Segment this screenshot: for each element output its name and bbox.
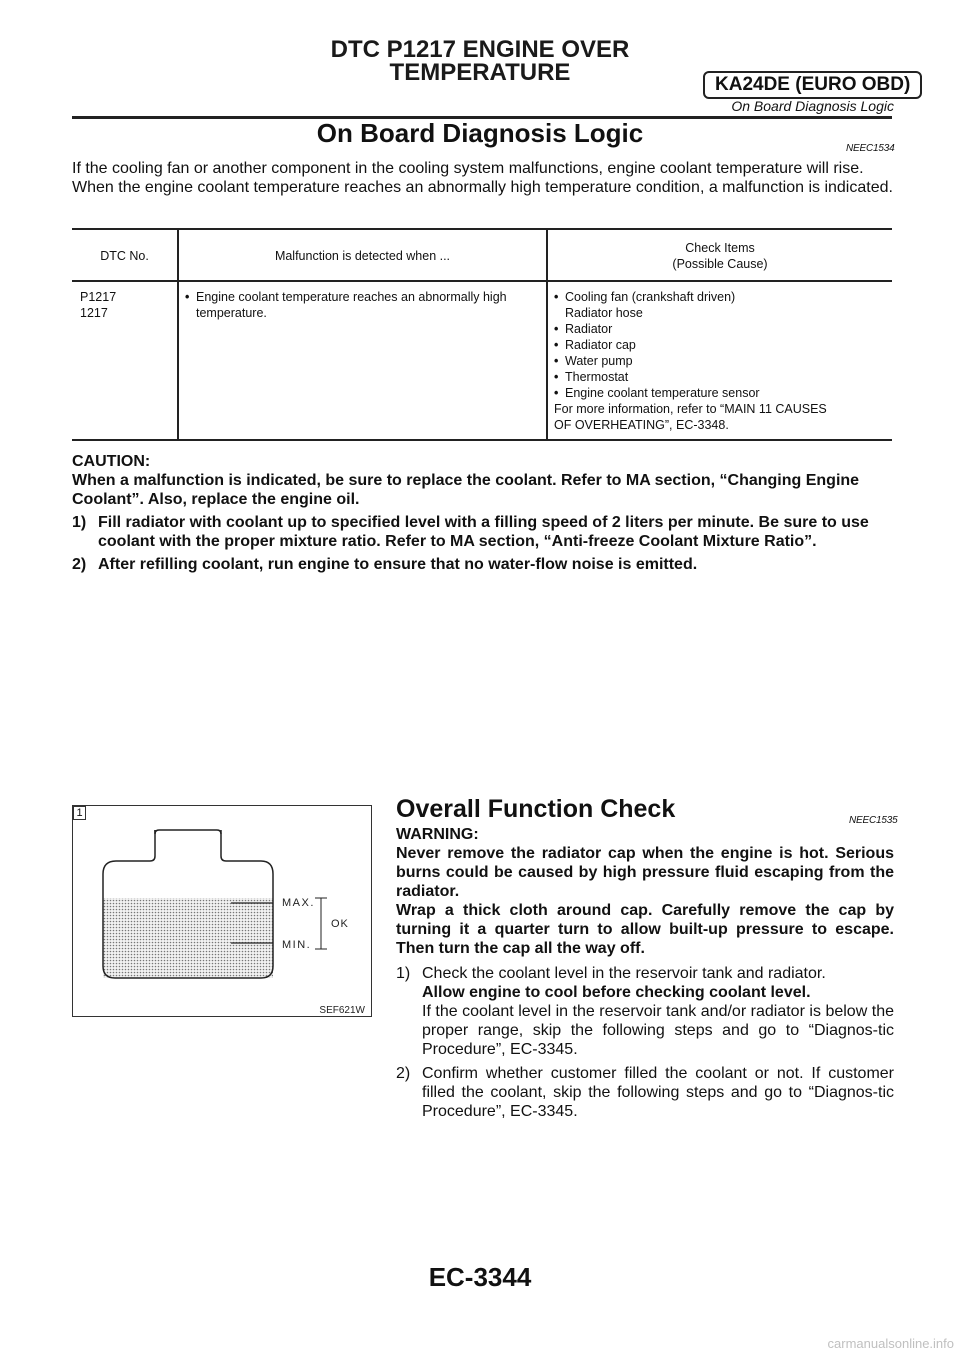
- min-label: MIN.: [282, 939, 312, 951]
- list-item: [185, 289, 540, 321]
- bullet-icon: •: [554, 386, 559, 400]
- warning-text: Wrap a thick cloth around cap. Carefully remove the cap by turning it a quarter turn to allow built-up pressure to escape. Then turn the cap all the way off.: [396, 902, 894, 957]
- step-text: Confirm whether customer filled the coolant or not. If customer filled the coolant, skip the following steps and go to “Diagnos-tic Procedure”, EC-3345.: [422, 1065, 894, 1120]
- list-item: [554, 289, 886, 305]
- dtc-code: P1217: [80, 290, 117, 304]
- caution-block: [72, 452, 894, 578]
- page-header-title: [280, 38, 680, 84]
- section-code: NEEC1535: [849, 815, 898, 826]
- check-item: Cooling fan (crankshaft driven): [565, 290, 736, 304]
- header-title-line2: TEMPERATURE: [389, 59, 571, 86]
- cell-check-items: [547, 281, 892, 440]
- step-emphasis: Allow engine to cool before checking coolant level.: [422, 984, 811, 1001]
- table-header-row: [72, 229, 892, 281]
- warning-heading: WARNING:: [396, 826, 479, 843]
- section-title-diagnosis-logic: On Board Diagnosis Logic: [316, 118, 644, 148]
- ok-label: OK: [331, 918, 349, 930]
- bullet-icon: •: [554, 354, 559, 368]
- coolant-fill: [103, 898, 273, 978]
- check-step: [396, 964, 894, 1059]
- step-text: Check the coolant level in the reservoir tank and radiator.: [422, 965, 826, 982]
- check-item: Water pump: [565, 354, 633, 368]
- cell-malfunction: [178, 281, 547, 440]
- bullet-icon: •: [185, 290, 190, 304]
- reservoir-tank-illustration: [73, 806, 373, 1018]
- header-subtitle: On Board Diagnosis Logic: [731, 98, 894, 114]
- check-item: Radiator cap: [565, 338, 636, 352]
- header-dtc-no: DTC No.: [72, 229, 178, 281]
- reference-note: OF OVERHEATING”, EC-3348.: [554, 418, 729, 432]
- header-check-line2: (Possible Cause): [672, 257, 768, 271]
- bullet-icon: •: [554, 322, 559, 336]
- dtc-table: [72, 228, 892, 441]
- max-label: MAX.: [282, 897, 315, 909]
- engine-badge: KA24DE (EURO OBD): [703, 71, 922, 99]
- step-text: After refilling coolant, run engine to ensure that no water-flow noise is emitted.: [98, 556, 698, 573]
- step-number: 2): [396, 1065, 411, 1082]
- header-check-items: [547, 229, 892, 281]
- bullet-icon: •: [554, 338, 559, 352]
- warning-block: [396, 825, 894, 958]
- warning-text: Never remove the radiator cap when the engine is hot. Serious burns could be caused by high pressure fluid escaping from the radiator.: [396, 845, 894, 900]
- list-item: [554, 321, 886, 337]
- figure-number: 1: [73, 806, 86, 820]
- list-item: [554, 353, 886, 369]
- reservoir-figure: [72, 805, 372, 1017]
- list-item: [554, 385, 886, 401]
- step-body: [422, 964, 894, 1059]
- step-number: 1): [72, 514, 87, 531]
- caution-step: [72, 513, 894, 551]
- page-number: EC-3344: [428, 1262, 532, 1292]
- step-number: 1): [396, 965, 411, 982]
- malfunction-text: Engine coolant temperature reaches an abnormally high temperature.: [196, 290, 507, 320]
- step-number: 2): [72, 556, 87, 573]
- intro-paragraph: When the engine coolant temperature reaches an abnormally high temperature condition, a malfunction is indicated.: [72, 179, 893, 196]
- check-item: Radiator: [565, 322, 613, 336]
- cell-dtc-no: [72, 281, 178, 440]
- table-row: [72, 281, 892, 440]
- check-item: Thermostat: [565, 370, 629, 384]
- caution-heading: CAUTION:: [72, 453, 151, 470]
- watermark: carmanualsonline.info: [827, 1336, 954, 1351]
- section-overall-function-check: [396, 793, 898, 1126]
- header-title-line1: DTC P1217 ENGINE OVER: [330, 36, 630, 63]
- section-code: NEEC1534: [846, 143, 895, 154]
- caution-step: [72, 555, 894, 574]
- check-item: Engine coolant temperature sensor: [565, 386, 760, 400]
- caution-text: When a malfunction is indicated, be sure to replace the coolant. Refer to MA section, “Changing Engine Coolant”. Also, replace the engine oil.: [72, 472, 860, 508]
- list-item: [554, 337, 886, 353]
- section-title-overall-check: Overall Function Check: [396, 795, 676, 823]
- reference-note: For more information, refer to “MAIN 11 CAUSES: [554, 402, 827, 416]
- check-step: [396, 1064, 894, 1121]
- bullet-icon: •: [554, 290, 559, 304]
- check-steps: [396, 964, 894, 1121]
- step-text: Fill radiator with coolant up to specified level with a filling speed of 2 liters per minute. Be sure to use coolant with the proper mixture ratio. Refer to MA section, “Anti-freeze Coolant Mixture Ratio”.: [98, 514, 869, 550]
- section-intro: [72, 159, 894, 197]
- bullet-icon: •: [554, 370, 559, 384]
- list-item: [554, 369, 886, 385]
- figure-code: SEF621W: [319, 1005, 365, 1016]
- check-item: Radiator hose: [565, 306, 643, 320]
- tank-neck: [155, 830, 221, 834]
- dtc-code-short: 1217: [80, 306, 108, 320]
- header-malfunction: Malfunction is detected when ...: [178, 229, 547, 281]
- intro-paragraph: If the cooling fan or another component in the cooling system malfunctions, engine coolant temperature will rise.: [72, 160, 864, 177]
- header-check-line1: Check Items: [685, 241, 755, 255]
- step-extra: If the coolant level in the reservoir tank and/or radiator is below the proper range, skip the following steps and go to “Diagnos-tic Procedure”, EC-3345.: [422, 1003, 894, 1058]
